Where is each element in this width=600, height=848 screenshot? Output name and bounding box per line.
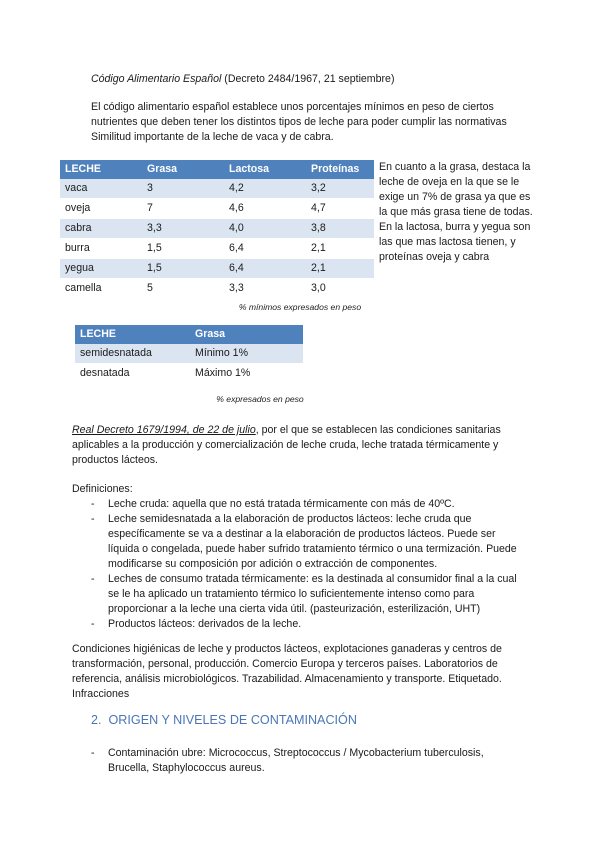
section-title: ORIGEN Y NIVELES DE CONTAMINACIÓN xyxy=(108,713,357,727)
real-decreto-body: , por el que se establecen las condiciones sanitarias aplicables a la producción y comercialización de leche cruda, leche tratada térmicamente y productos lácteos. xyxy=(72,424,501,466)
nutrient-table-caption: % mínimos expresados en peso xyxy=(238,302,362,312)
code-title-italic: Código Alimentario Español xyxy=(91,73,222,85)
table-cell: oveja xyxy=(60,199,142,219)
table-cell: 3,3 xyxy=(224,279,306,299)
table-cell: Máximo 1% xyxy=(190,364,303,384)
nutrient-table xyxy=(60,160,374,299)
table-cell: 1,5 xyxy=(142,259,224,279)
table-cell: cabra xyxy=(60,219,142,239)
table-cell: Mínimo 1% xyxy=(190,344,303,364)
real-decreto-paragraph xyxy=(72,423,534,468)
real-decreto-title: Real Decreto 1679/1994, de 22 de julio xyxy=(72,424,256,436)
table-cell: 3,8 xyxy=(306,219,374,239)
table-cell: 6,4 xyxy=(224,259,306,279)
table-row xyxy=(60,179,374,199)
section-heading xyxy=(91,713,531,728)
contamination-list xyxy=(91,746,521,776)
intro-paragraph: El código alimentario español establece unos porcentajes mínimos en peso de ciertos nutrientes que deben tener los distintos tipos de leche para poder cumplir las normativas Similitud importante de la leche de vaca y de cabra. xyxy=(91,101,507,143)
table-row xyxy=(75,364,303,384)
table-cell: 3,3 xyxy=(142,219,224,239)
table-cell: semidesnatada xyxy=(75,344,190,364)
table-cell: 4,2 xyxy=(224,179,306,199)
table-cell: 4,7 xyxy=(306,199,374,219)
table-cell: 3 xyxy=(142,179,224,199)
fat-table xyxy=(75,325,303,384)
list-item: - Leche cruda: aquella que no está tratada térmicamente con más de 40ºC. xyxy=(91,497,523,512)
code-title-rest: (Decreto 2484/1967, 21 septiembre) xyxy=(221,73,395,85)
nutrient-header-lactosa: Lactosa xyxy=(224,160,306,179)
nutrient-header-grasa: Grasa xyxy=(142,160,224,179)
list-item: - Productos lácteos: derivados de la leche. xyxy=(91,617,523,632)
fat-table-caption: % expresados en peso xyxy=(216,394,304,404)
table-cell: 5 xyxy=(142,279,224,299)
list-item: - Contaminación ubre: Micrococcus, Streptococcus / Mycobacterium tuberculosis, Brucella, Staphylococcus aureus. xyxy=(91,746,521,776)
section-number: 2. xyxy=(91,713,102,727)
table-cell: 4,0 xyxy=(224,219,306,239)
table-cell: burra xyxy=(60,239,142,259)
table-cell: 2,1 xyxy=(306,259,374,279)
table-row xyxy=(60,279,374,299)
table-row xyxy=(60,199,374,219)
table-cell: yegua xyxy=(60,259,142,279)
fat-table-header xyxy=(75,325,303,344)
definitions-list xyxy=(91,497,523,632)
table-cell: 1,5 xyxy=(142,239,224,259)
table-row xyxy=(60,239,374,259)
table-row xyxy=(75,344,303,364)
table-cell: 7 xyxy=(142,199,224,219)
fat-header-grasa: Grasa xyxy=(190,325,303,344)
side-note: En cuanto a la grasa, destaca la leche de oveja en la que se le exige un 7% de grasa ya que es la que más grasa tiene de todas. En la lactosa, burra y yegua son las que mas lactosa tienen, y proteínas oveja y cabra xyxy=(379,161,533,263)
definitions-title: Definiciones: xyxy=(72,483,133,495)
table-cell: 3,0 xyxy=(306,279,374,299)
table-cell: vaca xyxy=(60,179,142,199)
nutrient-header-leche: LECHE xyxy=(60,160,142,179)
table-cell: 2,1 xyxy=(306,239,374,259)
table-cell: camella xyxy=(60,279,142,299)
fat-header-leche: LECHE xyxy=(75,325,190,344)
table-row xyxy=(60,259,374,279)
nutrient-header-proteinas: Proteínas xyxy=(306,160,374,179)
conditions-paragraph: Condiciones higiénicas de leche y productos lácteos, explotaciones ganaderas y centros de transformación, personal, producción. Comercio Europa y terceros países. Laboratorios de referencia, análisis microbiológicos. Trazabilidad. Almacenamiento y transporte. Etiquetado. Infracciones xyxy=(72,643,502,700)
table-cell: 4,6 xyxy=(224,199,306,219)
table-cell: desnatada xyxy=(75,364,190,384)
code-title xyxy=(91,72,531,87)
table-cell: 3,2 xyxy=(306,179,374,199)
list-item: - Leches de consumo tratada térmicamente: es la destinada al consumidor final a la cual se le ha aplicado un tratamiento térmico lo suficientemente intenso como para proporcionar a la leche una cierta vida útil. (pasteurización, esterilización, UHT) xyxy=(91,572,523,617)
list-item: - Leche semidesnatada a la elaboración de productos lácteos: leche cruda que específicamente se va a destinar a la elaboración de productos lácteos. Puede ser líquida o congelada, puede haber sufrido tratamiento térmico o una termización. Puede modificarse su composición por adición o extracción de componentes. xyxy=(91,512,523,572)
table-cell: 6,4 xyxy=(224,239,306,259)
table-row xyxy=(60,219,374,239)
nutrient-table-header xyxy=(60,160,374,179)
